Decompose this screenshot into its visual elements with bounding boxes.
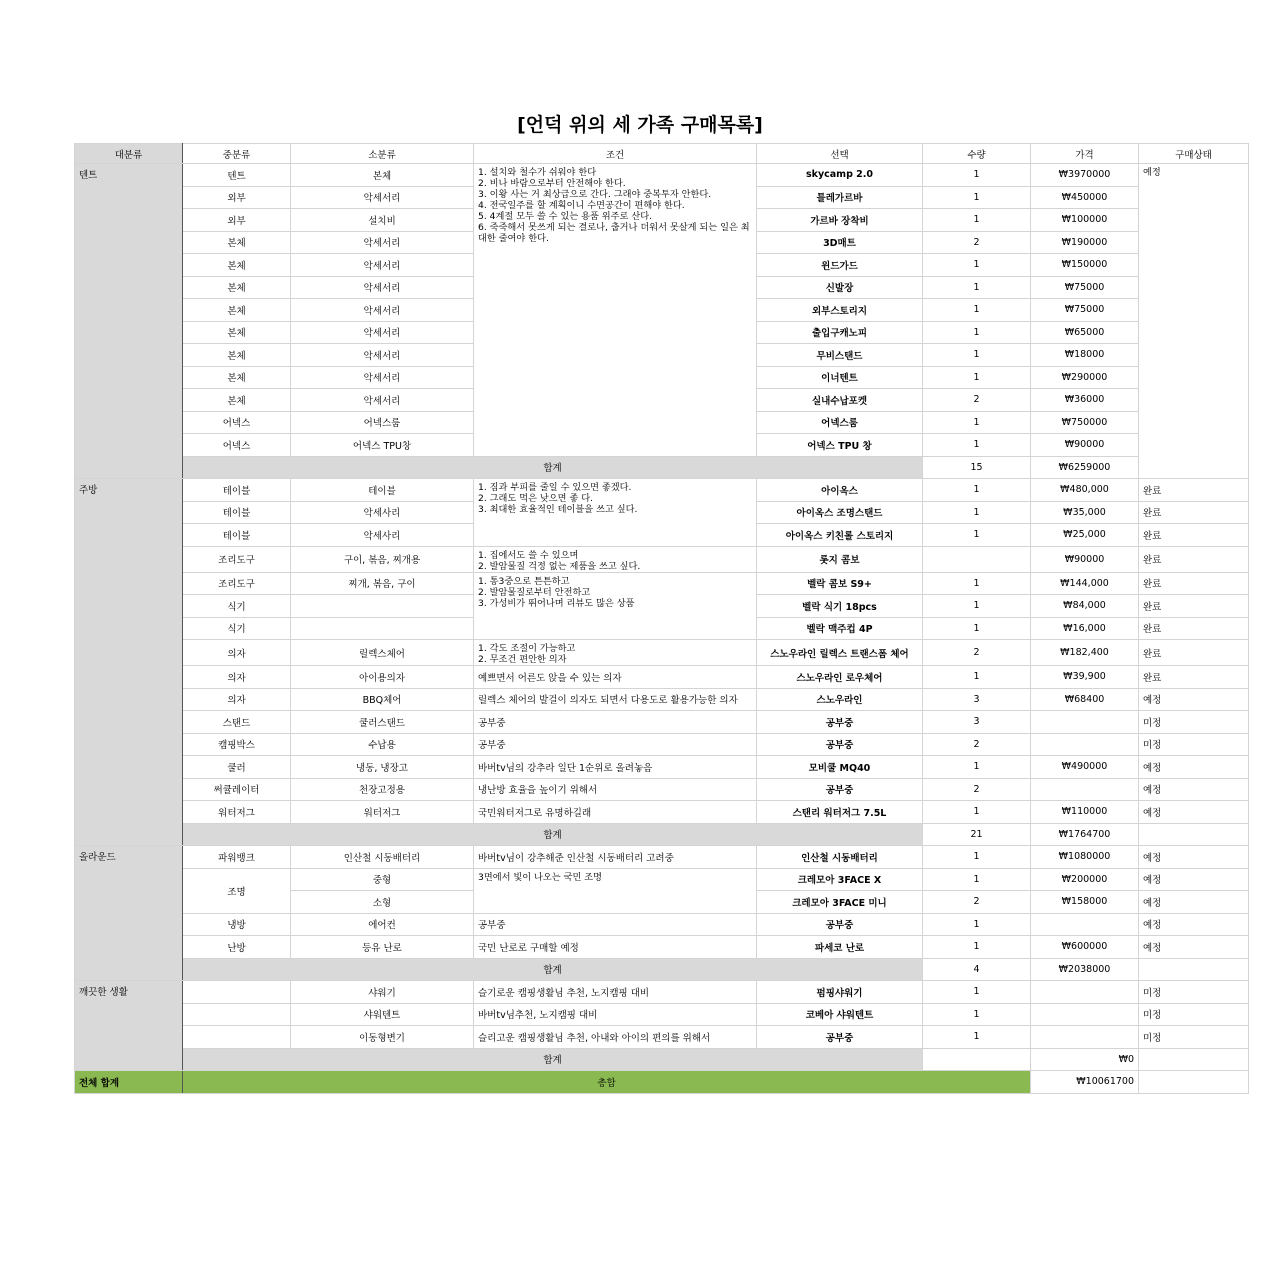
mid-category-cell [183, 1026, 291, 1049]
price-cell: ₩90000 [1031, 546, 1139, 572]
status-cell: 미정 [1139, 1003, 1249, 1026]
quantity-cell: 1 [923, 981, 1031, 1004]
subtotal-quantity: 4 [923, 958, 1031, 981]
status-cell: 예정 [1139, 868, 1249, 891]
selection-cell: 롯지 콤보 [757, 546, 923, 572]
grand-total-status [1139, 1071, 1249, 1094]
price-cell: ₩84,000 [1031, 595, 1139, 618]
price-cell: ₩144,000 [1031, 572, 1139, 595]
selection-cell: 벨락 콤보 S9+ [757, 572, 923, 595]
mid-category-cell: 의자 [183, 640, 291, 666]
quantity-cell: 1 [923, 846, 1031, 869]
sub-category-cell: 어넥스 TPU창 [291, 434, 474, 457]
quantity-cell: 1 [923, 1003, 1031, 1026]
subtotal-label: 합계 [183, 823, 923, 846]
sub-category-cell: 악세서리 [291, 344, 474, 367]
quantity-cell: 1 [923, 479, 1031, 502]
selection-cell: 3D매트 [757, 231, 923, 254]
table-row [75, 688, 1249, 711]
quantity-cell: 1 [923, 164, 1031, 187]
table-row [75, 546, 1249, 572]
mid-category-cell: 테이블 [183, 524, 291, 547]
price-cell [1031, 1003, 1139, 1026]
quantity-cell: 1 [923, 801, 1031, 824]
subtotal-label: 합계 [183, 958, 923, 981]
quantity-cell: 1 [923, 595, 1031, 618]
quantity-cell: 2 [923, 389, 1031, 412]
condition-cell: 바버tv님추천, 노지캠핑 대비 [474, 1003, 757, 1026]
subtotal-label: 합계 [183, 1048, 923, 1071]
price-cell: ₩75000 [1031, 299, 1139, 322]
selection-cell: 무비스탠드 [757, 344, 923, 367]
subtotal-quantity: 15 [923, 456, 1031, 479]
selection-cell: 어넥스룸 [757, 411, 923, 434]
subtotal-row [75, 456, 1249, 479]
selection-cell: 어넥스 TPU 창 [757, 434, 923, 457]
status-cell: 예정 [1139, 891, 1249, 914]
sub-category-cell: 악세서리 [291, 231, 474, 254]
sub-category-cell: 악세서리 [291, 366, 474, 389]
quantity-cell: 1 [923, 913, 1031, 936]
table-row [75, 801, 1249, 824]
quantity-cell: 1 [923, 186, 1031, 209]
table-row [75, 640, 1249, 666]
mid-category-cell: 외부 [183, 186, 291, 209]
price-cell: ₩750000 [1031, 411, 1139, 434]
mid-category-cell: 워터저그 [183, 801, 291, 824]
column-header: 선택 [757, 144, 923, 164]
status-cell: 예정 [1139, 756, 1249, 779]
selection-cell: 아이옥스 [757, 479, 923, 502]
price-cell: ₩110000 [1031, 801, 1139, 824]
quantity-cell: 2 [923, 891, 1031, 914]
condition-cell: 슬기로운 캠핑생활님 추천, 노지캠핑 대비 [474, 981, 757, 1004]
status-cell: 예정 [1139, 936, 1249, 959]
quantity-cell [923, 546, 1031, 572]
selection-cell: 스노우라인 릴렉스 트랜스폼 체어 [757, 640, 923, 666]
mid-category-cell: 본체 [183, 389, 291, 412]
grand-total-category: 전체 합계 [75, 1071, 183, 1094]
mid-category-cell: 테이블 [183, 501, 291, 524]
subtotal-price: ₩2038000 [1031, 958, 1139, 981]
selection-cell: 스노우라인 [757, 688, 923, 711]
quantity-cell: 3 [923, 688, 1031, 711]
sub-category-cell: 중형 [291, 868, 474, 891]
price-cell: ₩25,000 [1031, 524, 1139, 547]
price-cell: ₩3970000 [1031, 164, 1139, 187]
sub-category-cell: 악세서리 [291, 276, 474, 299]
table-row [75, 913, 1249, 936]
status-cell: 완료 [1139, 617, 1249, 640]
subtotal-status [1139, 823, 1249, 846]
mid-category-cell: 의자 [183, 688, 291, 711]
selection-cell: 공부중 [757, 913, 923, 936]
sub-category-cell: BBQ체어 [291, 688, 474, 711]
subtotal-quantity [923, 1048, 1031, 1071]
column-header: 구매상태 [1139, 144, 1249, 164]
sub-category-cell: 설치비 [291, 209, 474, 232]
subtotal-label: 합계 [183, 456, 923, 479]
sub-category-cell: 악세서리 [291, 389, 474, 412]
condition-cell: 1. 각도 조절이 가능하고 2. 무조건 편안한 의자 [474, 640, 757, 666]
quantity-cell: 1 [923, 366, 1031, 389]
price-cell: ₩182,400 [1031, 640, 1139, 666]
sub-category-cell: 테이블 [291, 479, 474, 502]
condition-cell: 공부중 [474, 733, 757, 756]
condition-cell: 슬리고운 캠핑생활님 추천, 아내와 아이의 편의를 위해서 [474, 1026, 757, 1049]
quantity-cell: 1 [923, 756, 1031, 779]
selection-cell: 실내수납포켓 [757, 389, 923, 412]
selection-cell: 크레모아 3FACE 미니 [757, 891, 923, 914]
status-cell: 완료 [1139, 479, 1249, 502]
price-cell: ₩1080000 [1031, 846, 1139, 869]
table-row [75, 164, 1249, 187]
sub-category-cell: 천장고정용 [291, 778, 474, 801]
status-cell: 완료 [1139, 501, 1249, 524]
selection-cell: skycamp 2.0 [757, 164, 923, 187]
mid-category-cell: 텐트 [183, 164, 291, 187]
status-cell: 완료 [1139, 595, 1249, 618]
mid-category-cell: 난방 [183, 936, 291, 959]
quantity-cell: 1 [923, 344, 1031, 367]
selection-cell: 공부중 [757, 733, 923, 756]
selection-cell: 가르바 장착비 [757, 209, 923, 232]
table-row [75, 936, 1249, 959]
purchase-table [74, 143, 1249, 1094]
mid-category-cell: 식기 [183, 617, 291, 640]
subtotal-status [1139, 1048, 1249, 1071]
sub-category-cell: 악세서리 [291, 321, 474, 344]
quantity-cell: 1 [923, 434, 1031, 457]
sub-category-cell [291, 595, 474, 618]
selection-cell: 틀레가르바 [757, 186, 923, 209]
column-header: 중분류 [183, 144, 291, 164]
quantity-cell: 3 [923, 711, 1031, 734]
subtotal-price: ₩1764700 [1031, 823, 1139, 846]
status-cell: 완료 [1139, 572, 1249, 595]
condition-cell: 3면에서 빛이 나오는 국민 조명 [474, 868, 757, 913]
mid-category-cell: 어넥스 [183, 411, 291, 434]
price-cell: ₩450000 [1031, 186, 1139, 209]
subtotal-price: ₩6259000 [1031, 456, 1139, 479]
table-row [75, 1026, 1249, 1049]
status-cell: 예정 [1139, 913, 1249, 936]
price-cell: ₩35,000 [1031, 501, 1139, 524]
selection-cell: 크레모아 3FACE X [757, 868, 923, 891]
status-cell: 미정 [1139, 711, 1249, 734]
grand-total-price: ₩10061700 [1031, 1071, 1139, 1094]
status-cell: 미정 [1139, 1026, 1249, 1049]
selection-cell: 모비쿨 MQ40 [757, 756, 923, 779]
table-row [75, 479, 1249, 502]
sub-category-cell: 찌개, 볶음, 구이 [291, 572, 474, 595]
mid-category-cell: 캠핑박스 [183, 733, 291, 756]
price-cell: ₩200000 [1031, 868, 1139, 891]
status-cell: 미정 [1139, 981, 1249, 1004]
mid-category-cell: 본체 [183, 344, 291, 367]
quantity-cell: 1 [923, 524, 1031, 547]
condition-cell: 바버tv님의 강추라 일단 1순위로 올려놓음 [474, 756, 757, 779]
condition-cell: 국민 난로로 구매할 예정 [474, 936, 757, 959]
sub-category-cell: 릴렉스체어 [291, 640, 474, 666]
price-cell: ₩65000 [1031, 321, 1139, 344]
selection-cell: 외부스토리지 [757, 299, 923, 322]
category-cell: 깨끗한 생활 [75, 981, 183, 1071]
condition-cell: 1. 집에서도 쓸 수 있으며 2. 발암물질 걱정 없는 제품을 쓰고 싶다. [474, 546, 757, 572]
price-cell: ₩18000 [1031, 344, 1139, 367]
subtotal-price: ₩0 [1031, 1048, 1139, 1071]
condition-cell: 릴렉스 체어의 발걸이 의자도 되면서 다용도로 활용가능한 의자 [474, 688, 757, 711]
quantity-cell: 1 [923, 868, 1031, 891]
mid-category-cell: 본체 [183, 321, 291, 344]
price-cell: ₩480,000 [1031, 479, 1139, 502]
selection-cell: 공부중 [757, 1026, 923, 1049]
selection-cell: 벨락 맥주컵 4P [757, 617, 923, 640]
condition-cell: 1. 통3중으로 튼튼하고 2. 발암물질로부터 안전하고 3. 가성비가 뛰어나며 리뷰도 많은 상품 [474, 572, 757, 640]
quantity-cell: 1 [923, 321, 1031, 344]
mid-category-cell: 스탠드 [183, 711, 291, 734]
mid-category-cell: 써큘레이터 [183, 778, 291, 801]
table-row [75, 778, 1249, 801]
status-cell: 예정 [1139, 846, 1249, 869]
sub-category-cell: 악세서리 [291, 186, 474, 209]
mid-category-cell: 쿨러 [183, 756, 291, 779]
price-cell: ₩490000 [1031, 756, 1139, 779]
table-row [75, 846, 1249, 869]
category-cell: 텐트 [75, 164, 183, 479]
price-cell: ₩600000 [1031, 936, 1139, 959]
sub-category-cell: 악세사리 [291, 501, 474, 524]
selection-cell: 윈드가드 [757, 254, 923, 277]
sub-category-cell: 소형 [291, 891, 474, 914]
quantity-cell: 2 [923, 733, 1031, 756]
category-cell: 주방 [75, 479, 183, 846]
page-title: [언덕 위의 세 가족 구매목록] [517, 114, 763, 136]
price-cell: ₩39,900 [1031, 666, 1139, 689]
sub-category-cell: 냉동, 냉장고 [291, 756, 474, 779]
status-cell: 예정 [1139, 778, 1249, 801]
mid-category-cell: 의자 [183, 666, 291, 689]
condition-cell: 공부중 [474, 913, 757, 936]
quantity-cell: 1 [923, 299, 1031, 322]
selection-cell: 공부중 [757, 778, 923, 801]
column-header: 수량 [923, 144, 1031, 164]
mid-category-cell: 본체 [183, 254, 291, 277]
price-cell: ₩16,000 [1031, 617, 1139, 640]
sub-category-cell: 악세사리 [291, 524, 474, 547]
price-cell [1031, 913, 1139, 936]
selection-cell: 스노우라인 로우체어 [757, 666, 923, 689]
table-row [75, 868, 1249, 891]
condition-cell: 예쁘면서 어른도 앉을 수 있는 의자 [474, 666, 757, 689]
status-cell: 완료 [1139, 666, 1249, 689]
column-header: 조건 [474, 144, 757, 164]
price-cell: ₩150000 [1031, 254, 1139, 277]
sub-category-cell: 쿨러스탠드 [291, 711, 474, 734]
status-cell: 예정 [1139, 688, 1249, 711]
sub-category-cell: 워터저그 [291, 801, 474, 824]
price-cell: ₩100000 [1031, 209, 1139, 232]
sub-category-cell: 악세서리 [291, 299, 474, 322]
subtotal-row [75, 1048, 1249, 1071]
sub-category-cell: 이동형변기 [291, 1026, 474, 1049]
quantity-cell: 1 [923, 254, 1031, 277]
table-row [75, 572, 1249, 595]
selection-cell: 스탠리 워터저그 7.5L [757, 801, 923, 824]
table-row [75, 981, 1249, 1004]
quantity-cell: 1 [923, 617, 1031, 640]
mid-category-cell: 본체 [183, 276, 291, 299]
selection-cell: 펌핑샤워기 [757, 981, 923, 1004]
subtotal-quantity: 21 [923, 823, 1031, 846]
table-row [75, 711, 1249, 734]
sub-category-cell [291, 617, 474, 640]
price-cell [1031, 981, 1139, 1004]
subtotal-row [75, 823, 1249, 846]
subtotal-row [75, 958, 1249, 981]
mid-category-cell: 어넥스 [183, 434, 291, 457]
status-cell: 완료 [1139, 524, 1249, 547]
quantity-cell: 1 [923, 936, 1031, 959]
mid-category-cell [183, 1003, 291, 1026]
condition-cell: 공부중 [474, 711, 757, 734]
mid-category-cell: 파워뱅크 [183, 846, 291, 869]
sub-category-cell: 본체 [291, 164, 474, 187]
price-cell [1031, 778, 1139, 801]
sub-category-cell: 아이용의자 [291, 666, 474, 689]
quantity-cell: 2 [923, 231, 1031, 254]
quantity-cell: 1 [923, 501, 1031, 524]
mid-category-cell [183, 981, 291, 1004]
price-cell: ₩68400 [1031, 688, 1139, 711]
category-cell: 올라운드 [75, 846, 183, 981]
sub-category-cell: 샤워텐트 [291, 1003, 474, 1026]
condition-cell: 1. 설치와 철수가 쉬워야 한다 2. 비나 바람으로부터 안전해야 한다. 3. 이왕 사는 거 최상급으로 간다. 그래야 중복투자 안한다. 4. 전국일주를 할 계획이니 수면공간이 편해야 한다. 5. 4계절 모두 쓸 수 있는 용품 위주로 산다. 6. 죽죽해서 못쓰게 되는 결로나, 춥거나 더워서 못살게 되는 일은 최대한 줄여야 한다. [474, 164, 757, 457]
mid-category-cell: 본체 [183, 231, 291, 254]
selection-cell: 공부중 [757, 711, 923, 734]
status-cell: 미정 [1139, 733, 1249, 756]
quantity-cell: 1 [923, 572, 1031, 595]
quantity-cell: 1 [923, 1026, 1031, 1049]
sub-category-cell: 구이, 볶음, 찌개용 [291, 546, 474, 572]
table-row [75, 1003, 1249, 1026]
selection-cell: 신발장 [757, 276, 923, 299]
price-cell: ₩90000 [1031, 434, 1139, 457]
mid-category-cell: 외부 [183, 209, 291, 232]
selection-cell: 인산철 시동배터리 [757, 846, 923, 869]
sub-category-cell: 수납용 [291, 733, 474, 756]
quantity-cell: 1 [923, 276, 1031, 299]
sub-category-cell: 인산철 시동배터리 [291, 846, 474, 869]
mid-category-cell: 조명 [183, 868, 291, 913]
subtotal-status [1139, 958, 1249, 981]
mid-category-cell: 본체 [183, 299, 291, 322]
table-row [75, 756, 1249, 779]
quantity-cell: 1 [923, 209, 1031, 232]
condition-cell: 바버tv님이 강추해준 인산철 시동배터리 고려중 [474, 846, 757, 869]
price-cell: ₩75000 [1031, 276, 1139, 299]
quantity-cell: 2 [923, 640, 1031, 666]
price-cell: ₩190000 [1031, 231, 1139, 254]
column-header: 대분류 [75, 144, 183, 164]
grand-total-row [75, 1071, 1249, 1094]
status-cell: 예정 [1139, 801, 1249, 824]
mid-category-cell: 조리도구 [183, 546, 291, 572]
selection-cell: 코베아 샤워텐트 [757, 1003, 923, 1026]
column-header: 소분류 [291, 144, 474, 164]
status-cell: 완료 [1139, 546, 1249, 572]
selection-cell: 아이옥스 키친롤 스토리지 [757, 524, 923, 547]
header-row [75, 144, 1249, 164]
condition-cell: 냉난방 효율을 높이기 위해서 [474, 778, 757, 801]
sub-category-cell: 등유 난로 [291, 936, 474, 959]
condition-cell: 1. 짐과 부피를 줄일 수 있으면 좋겠다. 2. 그래도 먹은 낮으면 좋 다. 3. 최대한 효율적인 테이블을 쓰고 싶다. [474, 479, 757, 547]
condition-cell: 국민워터저그로 유명하길래 [474, 801, 757, 824]
selection-cell: 아이옥스 조명스탠드 [757, 501, 923, 524]
selection-cell: 출입구캐노피 [757, 321, 923, 344]
sub-category-cell: 에어컨 [291, 913, 474, 936]
mid-category-cell: 식기 [183, 595, 291, 618]
table-row [75, 733, 1249, 756]
mid-category-cell: 냉방 [183, 913, 291, 936]
price-cell [1031, 711, 1139, 734]
sub-category-cell: 샤워기 [291, 981, 474, 1004]
selection-cell: 이너텐트 [757, 366, 923, 389]
table-row [75, 666, 1249, 689]
price-cell [1031, 733, 1139, 756]
price-cell: ₩36000 [1031, 389, 1139, 412]
status-cell: 완료 [1139, 640, 1249, 666]
quantity-cell: 1 [923, 666, 1031, 689]
sub-category-cell: 악세서리 [291, 254, 474, 277]
selection-cell: 벨락 식기 18pcs [757, 595, 923, 618]
selection-cell: 파세코 난로 [757, 936, 923, 959]
price-cell [1031, 1026, 1139, 1049]
status-cell: 예정 [1139, 164, 1249, 479]
quantity-cell: 1 [923, 411, 1031, 434]
sub-category-cell: 어넥스룸 [291, 411, 474, 434]
mid-category-cell: 조리도구 [183, 572, 291, 595]
price-cell: ₩158000 [1031, 891, 1139, 914]
quantity-cell: 2 [923, 778, 1031, 801]
mid-category-cell: 본체 [183, 366, 291, 389]
grand-total-label: 총합 [183, 1071, 1031, 1094]
mid-category-cell: 테이블 [183, 479, 291, 502]
column-header: 가격 [1031, 144, 1139, 164]
price-cell: ₩290000 [1031, 366, 1139, 389]
